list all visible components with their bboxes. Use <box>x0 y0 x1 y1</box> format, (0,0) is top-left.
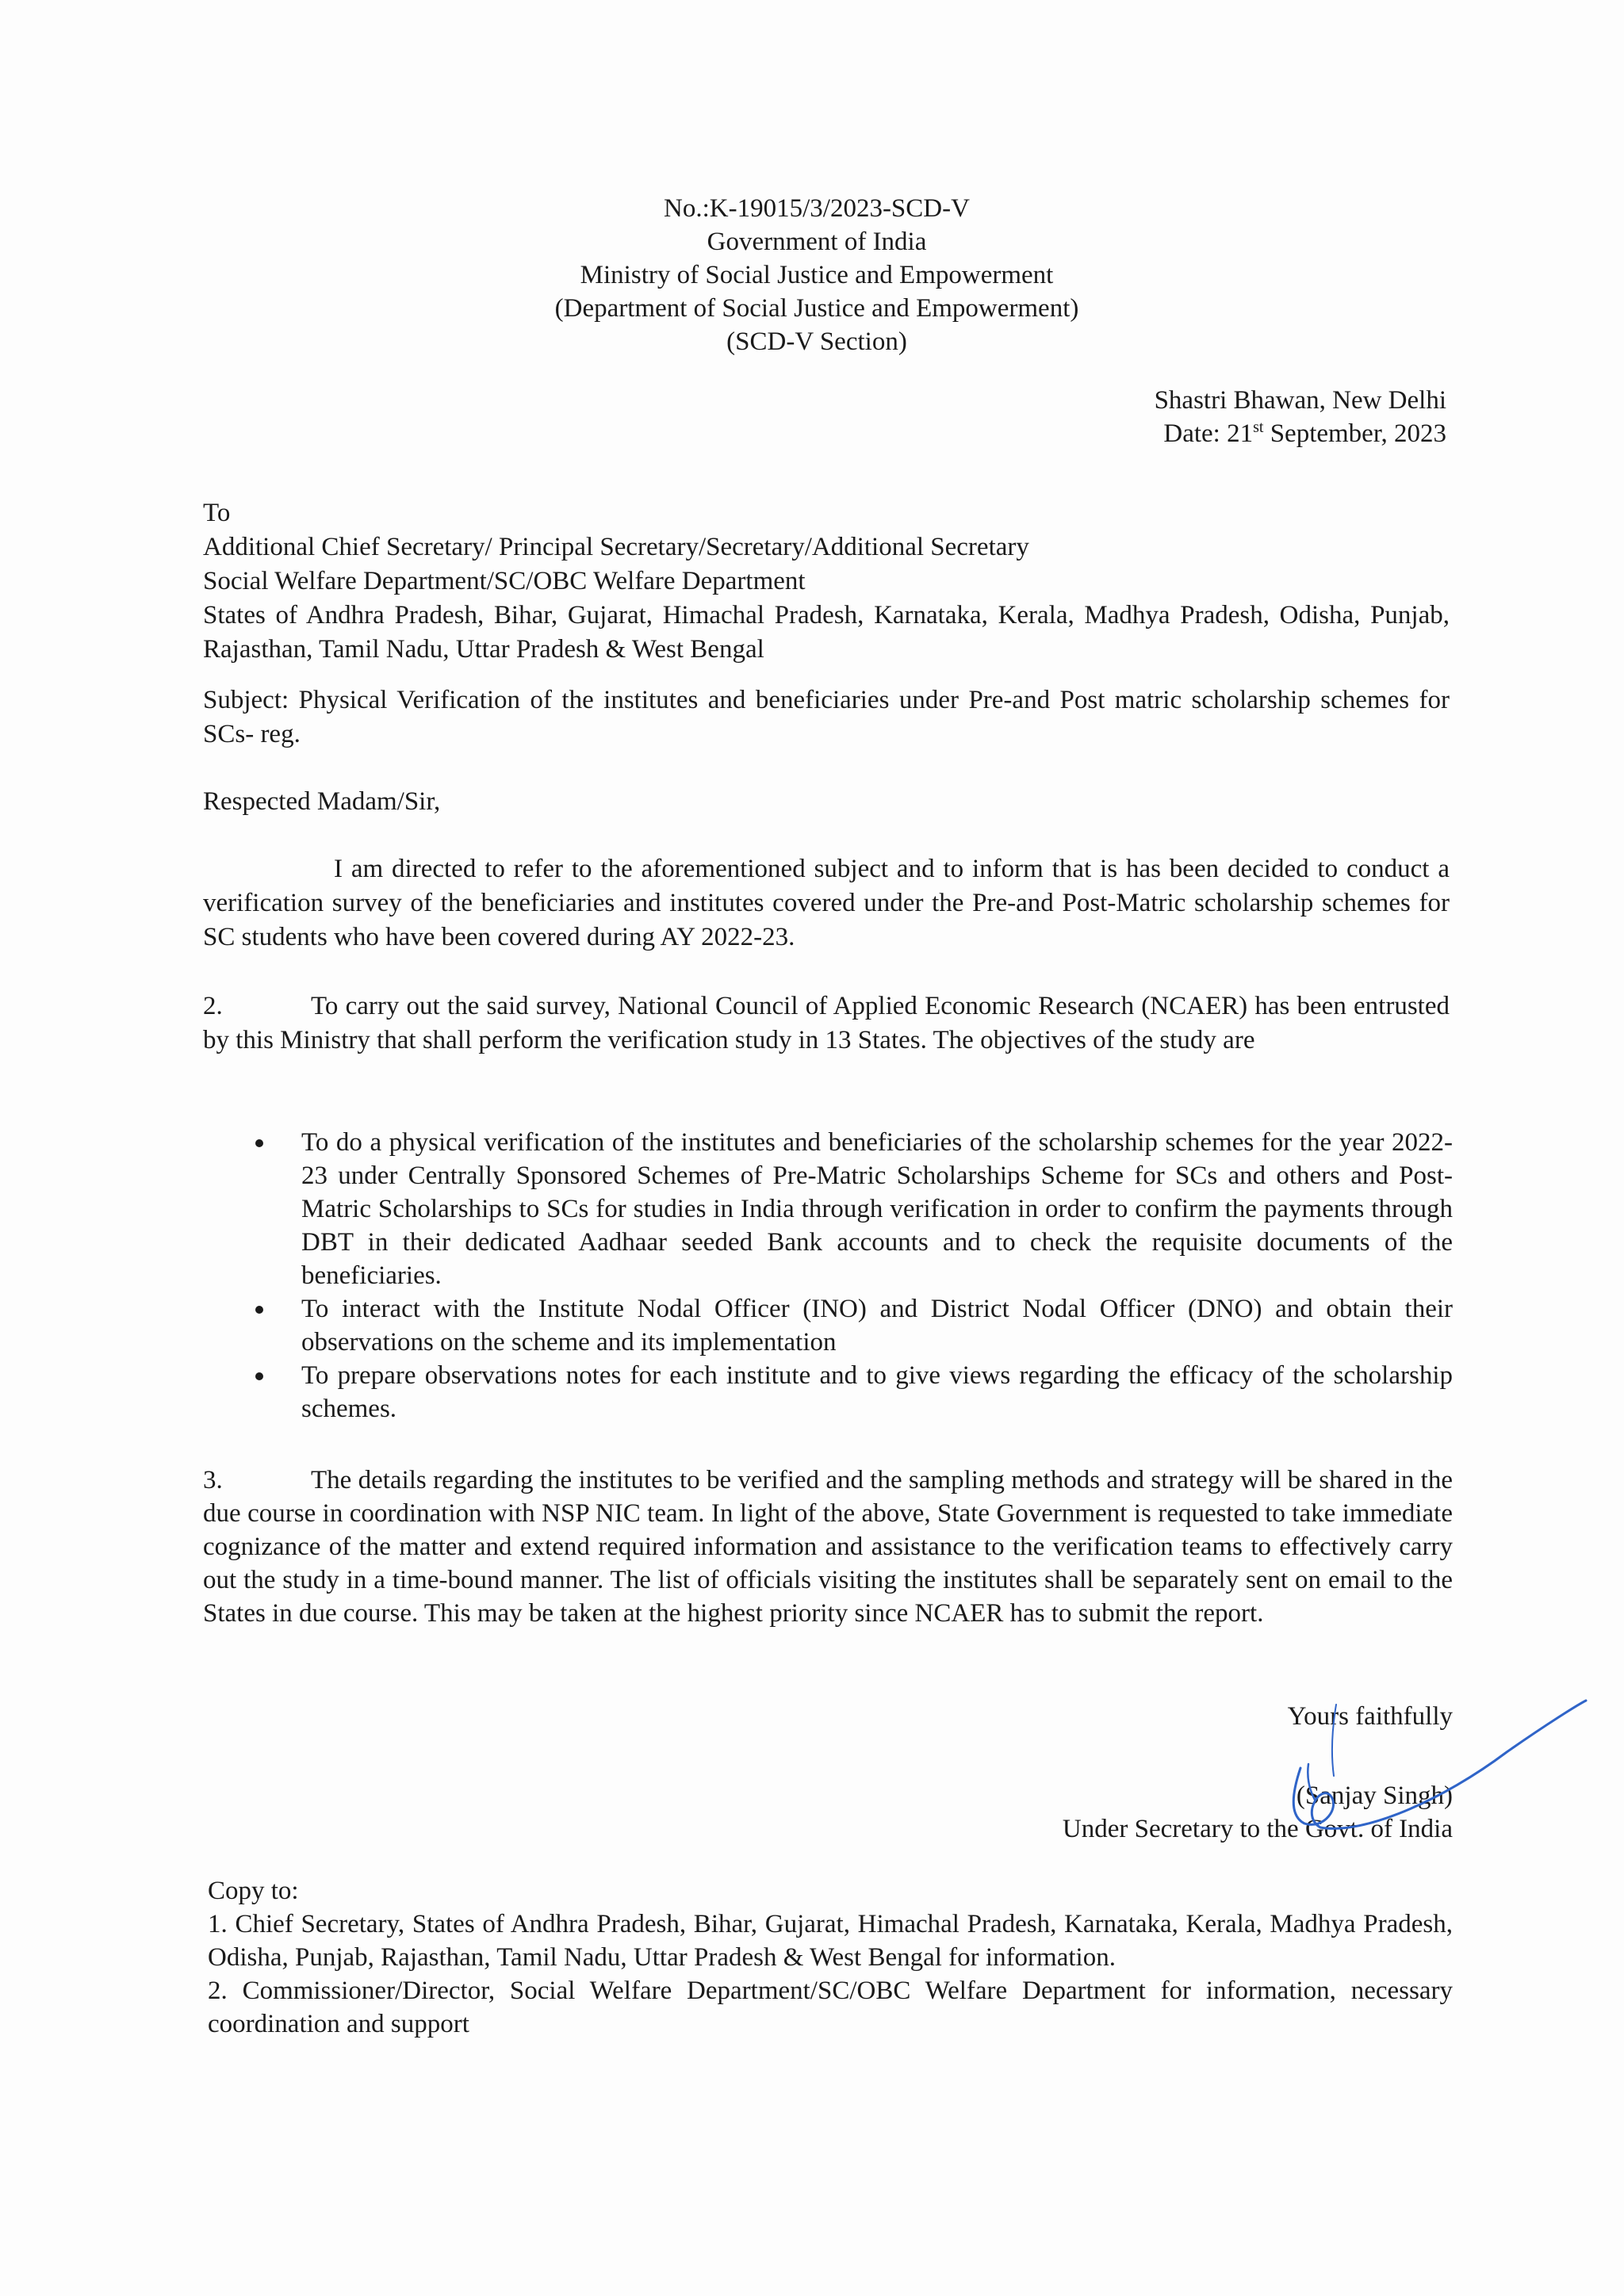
list-item <box>301 1292 1453 1359</box>
bullet-icon <box>255 1372 263 1380</box>
objectives-list <box>301 1126 1453 1425</box>
addressee <box>203 496 1450 667</box>
to-label: To <box>203 499 231 527</box>
addressee-line1: Additional Chief Secretary/ Principal Secretary/Secretary/Additional Secretary <box>203 533 1029 561</box>
bullet-icon <box>255 1306 263 1314</box>
government-name: Government of India <box>707 228 927 256</box>
bullet-icon <box>255 1139 263 1147</box>
letter-header <box>444 192 1189 358</box>
date <box>952 417 1446 450</box>
objective-text: To prepare observations notes for each institute and to give views regarding the efficacy of the scholarship schemes. <box>301 1361 1453 1423</box>
date-suffix: September, 2023 <box>1263 419 1446 448</box>
addressee-line2: Social Welfare Department/SC/OBC Welfare Department <box>203 567 806 595</box>
objective-text: To interact with the Institute Nodal Officer (INO) and District Nodal Officer (DNO) and obtain their observations on the scheme and its implementation <box>301 1295 1453 1357</box>
signatory-name: (Sanjay Singh) <box>1296 1781 1453 1810</box>
salutation: Respected Madam/Sir, <box>203 787 441 816</box>
place-date <box>952 384 1446 450</box>
copy-to-item-2: 2. Commissioner/Director, Social Welfare Department/SC/OBC Welfare Department for information, necessary coordination and support <box>208 1976 1453 2038</box>
objective-text: To do a physical verification of the institutes and beneficiaries of the scholarship schemes for the year 2022-23 under Centrally Sponsored Schemes of Pre-Matric Scholarships Scheme for SCs and others and Post-Matric Scholarships to SCs for studies in India through verification in order to confirm the payments through DBT in their dedicated Aadhaar seeded Bank accounts and to check the requisite documents of the beneficiaries. <box>301 1128 1453 1290</box>
copy-to <box>208 1874 1453 2041</box>
paragraph-2-number: 2. <box>203 992 223 1020</box>
subject: Subject: Physical Verification of the institutes and beneficiaries under Pre-and Post matric scholarship schemes for SCs- reg. <box>203 686 1450 748</box>
paragraph-3 <box>203 1464 1453 1630</box>
copy-to-item-1: 1. Chief Secretary, States of Andhra Pradesh, Bihar, Gujarat, Himachal Pradesh, Karnataka, Kerala, Madhya Pradesh, Odisha, Punjab, Rajasthan, Tamil Nadu, Uttar Pradesh & West Bengal for information. <box>208 1910 1453 1972</box>
list-item <box>301 1359 1453 1425</box>
list-item <box>301 1126 1453 1292</box>
addressee-line3: States of Andhra Pradesh, Bihar, Gujarat, Himachal Pradesh, Karnataka, Kerala, Madhya Pradesh, Odisha, Punjab, Rajasthan, Tamil Nadu, Uttar Pradesh & West Bengal <box>203 601 1450 664</box>
paragraph-1 <box>203 852 1450 955</box>
paragraph-1-text: I am directed to refer to the aforementioned subject and to inform that is has been decided to conduct a verification survey of the beneficiaries and institutes covered under the Pre-and Post-Matric scholarship schemes for SC students who have been covered during AY 2022-23. <box>203 855 1450 951</box>
paragraph-3-text: The details regarding the institutes to be verified and the sampling methods and strategy will be shared in the due course in coordination with NSP NIC team. In light of the above, State Government is requested to take immediate cognizance of the matter and extend required information and assistance to the verification teams to effectively carry out the study in a time-bound manner. The list of officials visiting the institutes shall be separately sent on email to the States in due course. This may be taken at the highest priority since NCAER has to submit the report. <box>203 1466 1453 1628</box>
date-prefix: Date: 21 <box>1163 419 1254 448</box>
section-name: (SCD-V Section) <box>726 327 907 356</box>
signatory-designation: Under Secretary to the Govt. of India <box>1062 1815 1453 1843</box>
paragraph-2 <box>203 989 1450 1058</box>
paragraph-3-number: 3. <box>203 1466 223 1494</box>
ministry-name: Ministry of Social Justice and Empowerment <box>580 261 1054 289</box>
date-ordinal: st <box>1253 419 1264 436</box>
file-number: No.:K-19015/3/2023-SCD-V <box>664 194 970 223</box>
department-name: (Department of Social Justice and Empowerment) <box>554 294 1079 323</box>
handwritten-signature <box>1245 1689 1594 1847</box>
closing: Yours faithfully <box>1287 1702 1453 1731</box>
place: Shastri Bhawan, New Delhi <box>1154 386 1446 415</box>
paragraph-2-text: To carry out the said survey, National Council of Applied Economic Research (NCAER) has been entrusted by this Ministry that shall perform the verification study in 13 States. The objectives of the study are <box>203 992 1450 1054</box>
copy-to-heading: Copy to: <box>208 1877 299 1905</box>
